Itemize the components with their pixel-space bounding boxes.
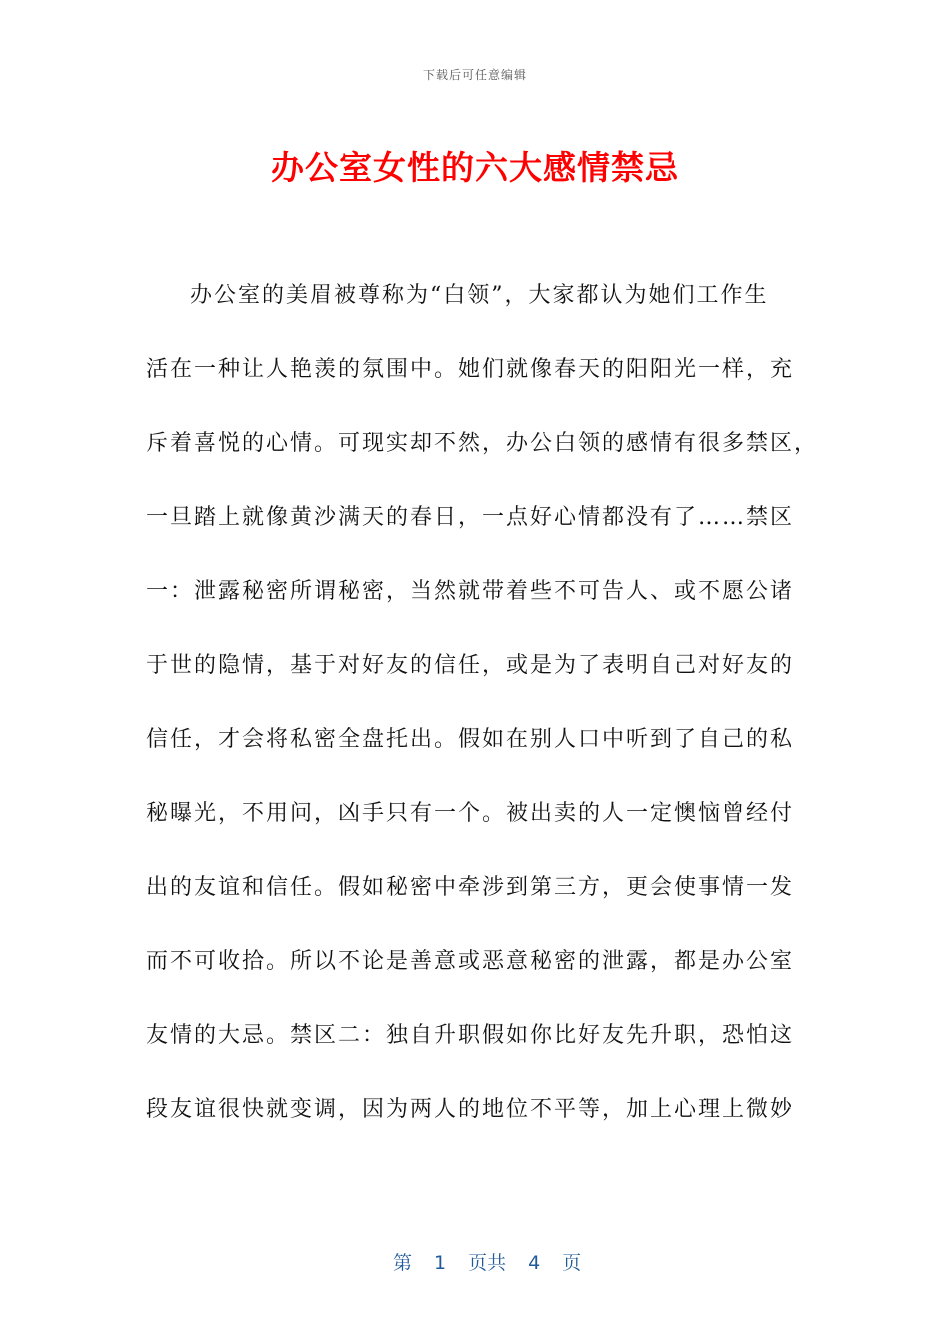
footer-total-pages: 4 [528,1252,541,1274]
document-title: 办公室女性的六大感情禁忌 [271,148,679,187]
body-line: 而不可收拾。所以不论是善意或恶意秘密的泄露，都是办公室 [146,949,795,974]
footer-page-label: 第 [392,1252,412,1274]
body-line: 斥着喜悦的心情。可现实却不然，办公白领的感情有很多禁区， [146,431,819,456]
page-footer [0,1226,950,1297]
body-line: 秘曝光，不用问，凶手只有一个。被出卖的人一定懊恼曾经付 [146,801,795,826]
body-line: 一旦踏上就像黄沙满天的春日，一点好心情都没有了……禁区 [146,505,795,530]
body-line: 办公室的美眉被尊称为“白领”，大家都认为她们工作生 [190,283,769,308]
body-line: 出的友谊和信任。假如秘密中牵涉到第三方，更会使事情一发 [146,875,795,900]
document-body [146,269,819,1157]
body-line: 活在一种让人艳羡的氛围中。她们就像春天的阳阳光一样，充 [146,357,795,382]
footer-end-label: 页 [562,1252,582,1274]
body-line: 信任，才会将私密全盘托出。假如在别人口中听到了自己的私 [146,727,795,752]
body-line: 段友谊很快就变调，因为两人的地位不平等，加上心理上微妙 [146,1097,795,1122]
header-note: 下载后可任意编辑 [422,68,527,82]
body-line: 一：泄露秘密所谓秘密，当然就带着些不可告人、或不愿公诸 [146,579,795,604]
body-line: 于世的隐情，基于对好友的信任，或是为了表明自己对好友的 [146,653,795,678]
footer-current-page: 1 [433,1252,447,1274]
footer-total-label: 页共 [468,1252,507,1274]
body-line: 友情的大忌。禁区二：独自升职假如你比好友先升职，恐怕这 [146,1023,795,1048]
